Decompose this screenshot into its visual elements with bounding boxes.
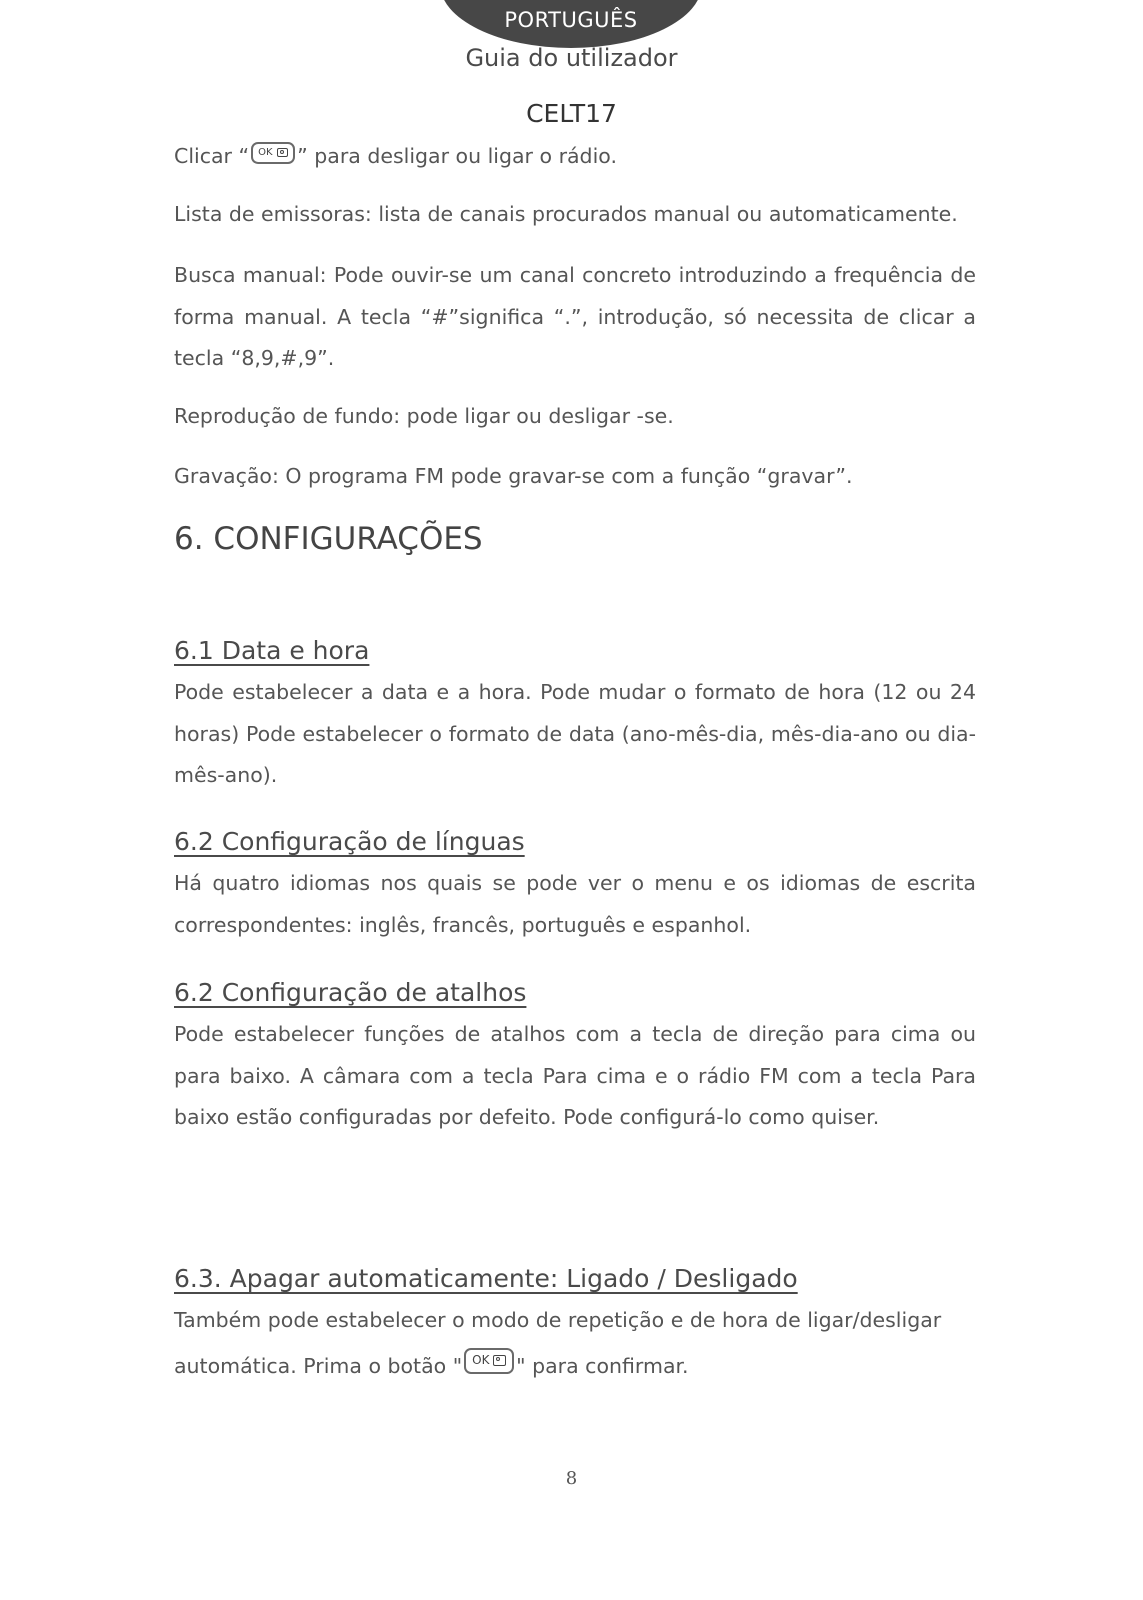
station-list-paragraph: Lista de emissoras: lista de canais procurados manual ou automaticamente.: [174, 202, 958, 226]
date-time-paragraph: Pode estabelecer a data e a hora. Pode mudar o formato de hora (12 ou 24 horas) Pode estabelecer o formato de data (ano-mês-dia, mês-dia-ano ou dia-mês-ano).: [174, 680, 976, 787]
auto-power-line-2: [174, 1346, 976, 1388]
radio-power-text-before: Clicar “: [174, 144, 250, 168]
settings-heading: 6. CONFIGURAÇÕES: [174, 521, 483, 557]
recording-paragraph: Gravação: O programa FM pode gravar-se com a função “gravar”.: [174, 464, 853, 488]
languages-paragraph: Há quatro idiomas nos quais se pode ver o menu e os idiomas de escrita correspondentes: inglês, francês, português e espanhol.: [174, 871, 976, 937]
document-title: Guia do utilizador: [465, 44, 678, 72]
auto-power-heading: 6.3. Apagar automaticamente: Ligado / Desligado: [174, 1264, 798, 1293]
ok-key-label: OK: [258, 147, 273, 158]
auto-power-line-1: Também pode estabelecer o modo de repetição e de hora de ligar/desligar: [174, 1308, 942, 1332]
language-tab-label: PORTUGUÊS: [504, 8, 638, 32]
camera-icon: [493, 1355, 506, 1366]
shortcuts-heading: 6.2 Configuração de atalhos: [174, 978, 527, 1007]
ok-key-label: OK: [472, 1353, 490, 1367]
manual-search-paragraph: Busca manual: Pode ouvir-se um canal concreto introduzindo a frequência de forma manual. A tecla “#”significa “.”, introdução, só necessita de clicar a tecla “8,9,#,9”.: [174, 263, 976, 370]
radio-power-text-after: ” para desligar ou ligar o rádio.: [297, 144, 617, 168]
device-model: CELT17: [526, 99, 617, 128]
background-play-paragraph: Reprodução de fundo: pode ligar ou desligar -se.: [174, 404, 674, 428]
shortcuts-paragraph: Pode estabelecer funções de atalhos com a tecla de direção para cima ou para baixo. A câmara com a tecla Para cima e o rádio FM com a tecla Para baixo estão configuradas por defeito. Pode configurá-lo como quiser.: [174, 1022, 976, 1129]
radio-power-paragraph: [174, 136, 976, 178]
ok-camera-key-icon: [464, 1348, 514, 1374]
date-time-heading: 6.1 Data e hora: [174, 636, 370, 665]
languages-heading: 6.2 Configuração de línguas: [174, 827, 525, 856]
auto-power-text-before: automática. Prima o botão ": [174, 1354, 463, 1378]
auto-power-text-after: " para confirmar.: [516, 1354, 689, 1378]
page-number: 8: [565, 1468, 578, 1489]
camera-icon: [277, 148, 288, 157]
ok-camera-key-icon: [251, 142, 295, 164]
